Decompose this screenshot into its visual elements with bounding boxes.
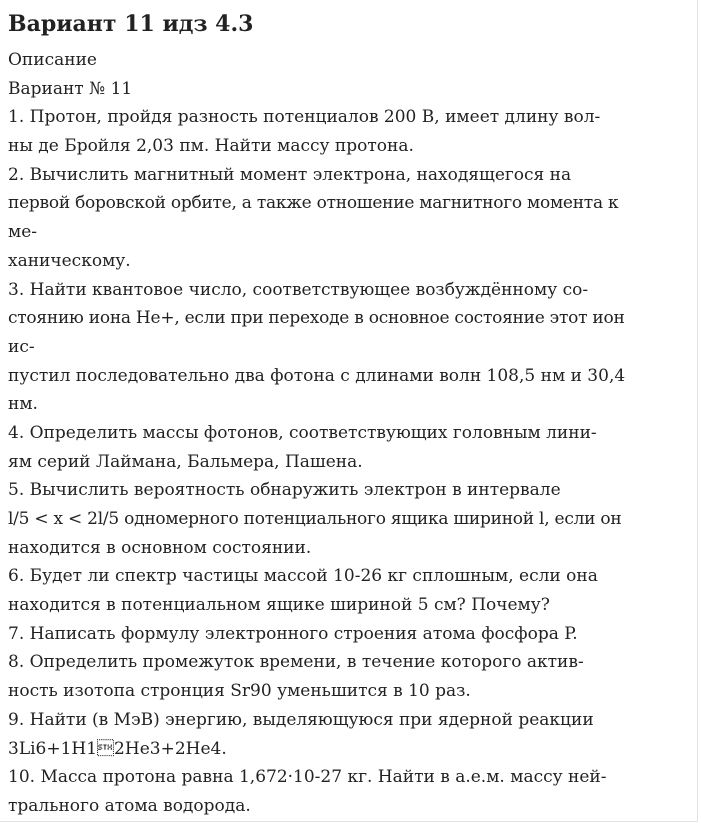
- task-3-line-1: 3. Найти квантовое число, соответствующее возбуждённому со-: [8, 279, 589, 300]
- task-4-line-1: 4. Определить массы фотонов, соответствующих головным лини-: [8, 422, 597, 443]
- task-1-line-2: ны де Бройля 2,03 пм. Найти массу протона.: [8, 136, 414, 157]
- section-label: Описание: [8, 50, 97, 70]
- task-3-line-5: нм.: [8, 394, 38, 415]
- task-5-line-2: l/5 < x < 2l/5 одномерного потенциального ящика шириной l, если он: [8, 509, 622, 529]
- task-6-line-1: 6. Будет ли спектр частицы массой 10-26 кг сплошным, если она: [8, 566, 598, 587]
- task-4-line-2: ям серий Лаймана, Бальмера, Пашена.: [8, 451, 363, 472]
- task-2-line-3: ме-: [8, 222, 38, 243]
- task-2-line-2: первой боровской орбите, а также отношение магнитного момента к: [8, 193, 619, 214]
- task-10-line-1: 10. Масса протона равна 1,672·10-27 кг. Найти в а.е.м. массу ней-: [8, 767, 607, 788]
- task-2-line-1: 2. Вычислить магнитный момент электрона, находящегося на: [8, 164, 572, 185]
- task-9-line-1: 9. Найти (в МэВ) энергию, выделяющуюся при ядерной реакции: [8, 709, 594, 730]
- variant-label: Вариант № 11: [8, 78, 133, 99]
- page-title: Вариант 11 идз 4.3: [8, 11, 254, 37]
- task-5-line-1: 5. Вычислить вероятность обнаружить электрон в интервале: [8, 480, 561, 501]
- task-7-line-1: 7. Написать формулу электронного строения атома фосфора P.: [8, 623, 578, 644]
- task-8-line-1: 8. Определить промежуток времени, в течение которого актив-: [8, 652, 584, 673]
- task-10-line-2: трального атома водорода.: [8, 795, 251, 816]
- task-1-line-1: 1. Протон, пройдя разность потенциалов 200 В, имеет длину вол-: [8, 107, 601, 128]
- task-3-line-3: ис-: [8, 336, 35, 357]
- task-9-line-2: 3Li6+1H12He3+2He4.: [8, 738, 227, 759]
- task-2-line-4: ханическому.: [8, 250, 131, 271]
- task-3-line-4: пустил последовательно два фотона с длинами волн 108,5 нм и 30,4: [8, 365, 626, 386]
- task-5-line-3: находится в основном состоянии.: [8, 537, 312, 558]
- task-8-line-2: ность изотопа стронция Sr90 уменьшится в 10 раз.: [8, 681, 471, 702]
- task-3-line-2: стоянию иона He+, если при переходе в основное состояние этот ион: [8, 308, 625, 329]
- assignment-text: [8, 46, 698, 821]
- task-6-line-2: находится в потенциальном ящике шириной 5 см? Почему?: [8, 595, 550, 616]
